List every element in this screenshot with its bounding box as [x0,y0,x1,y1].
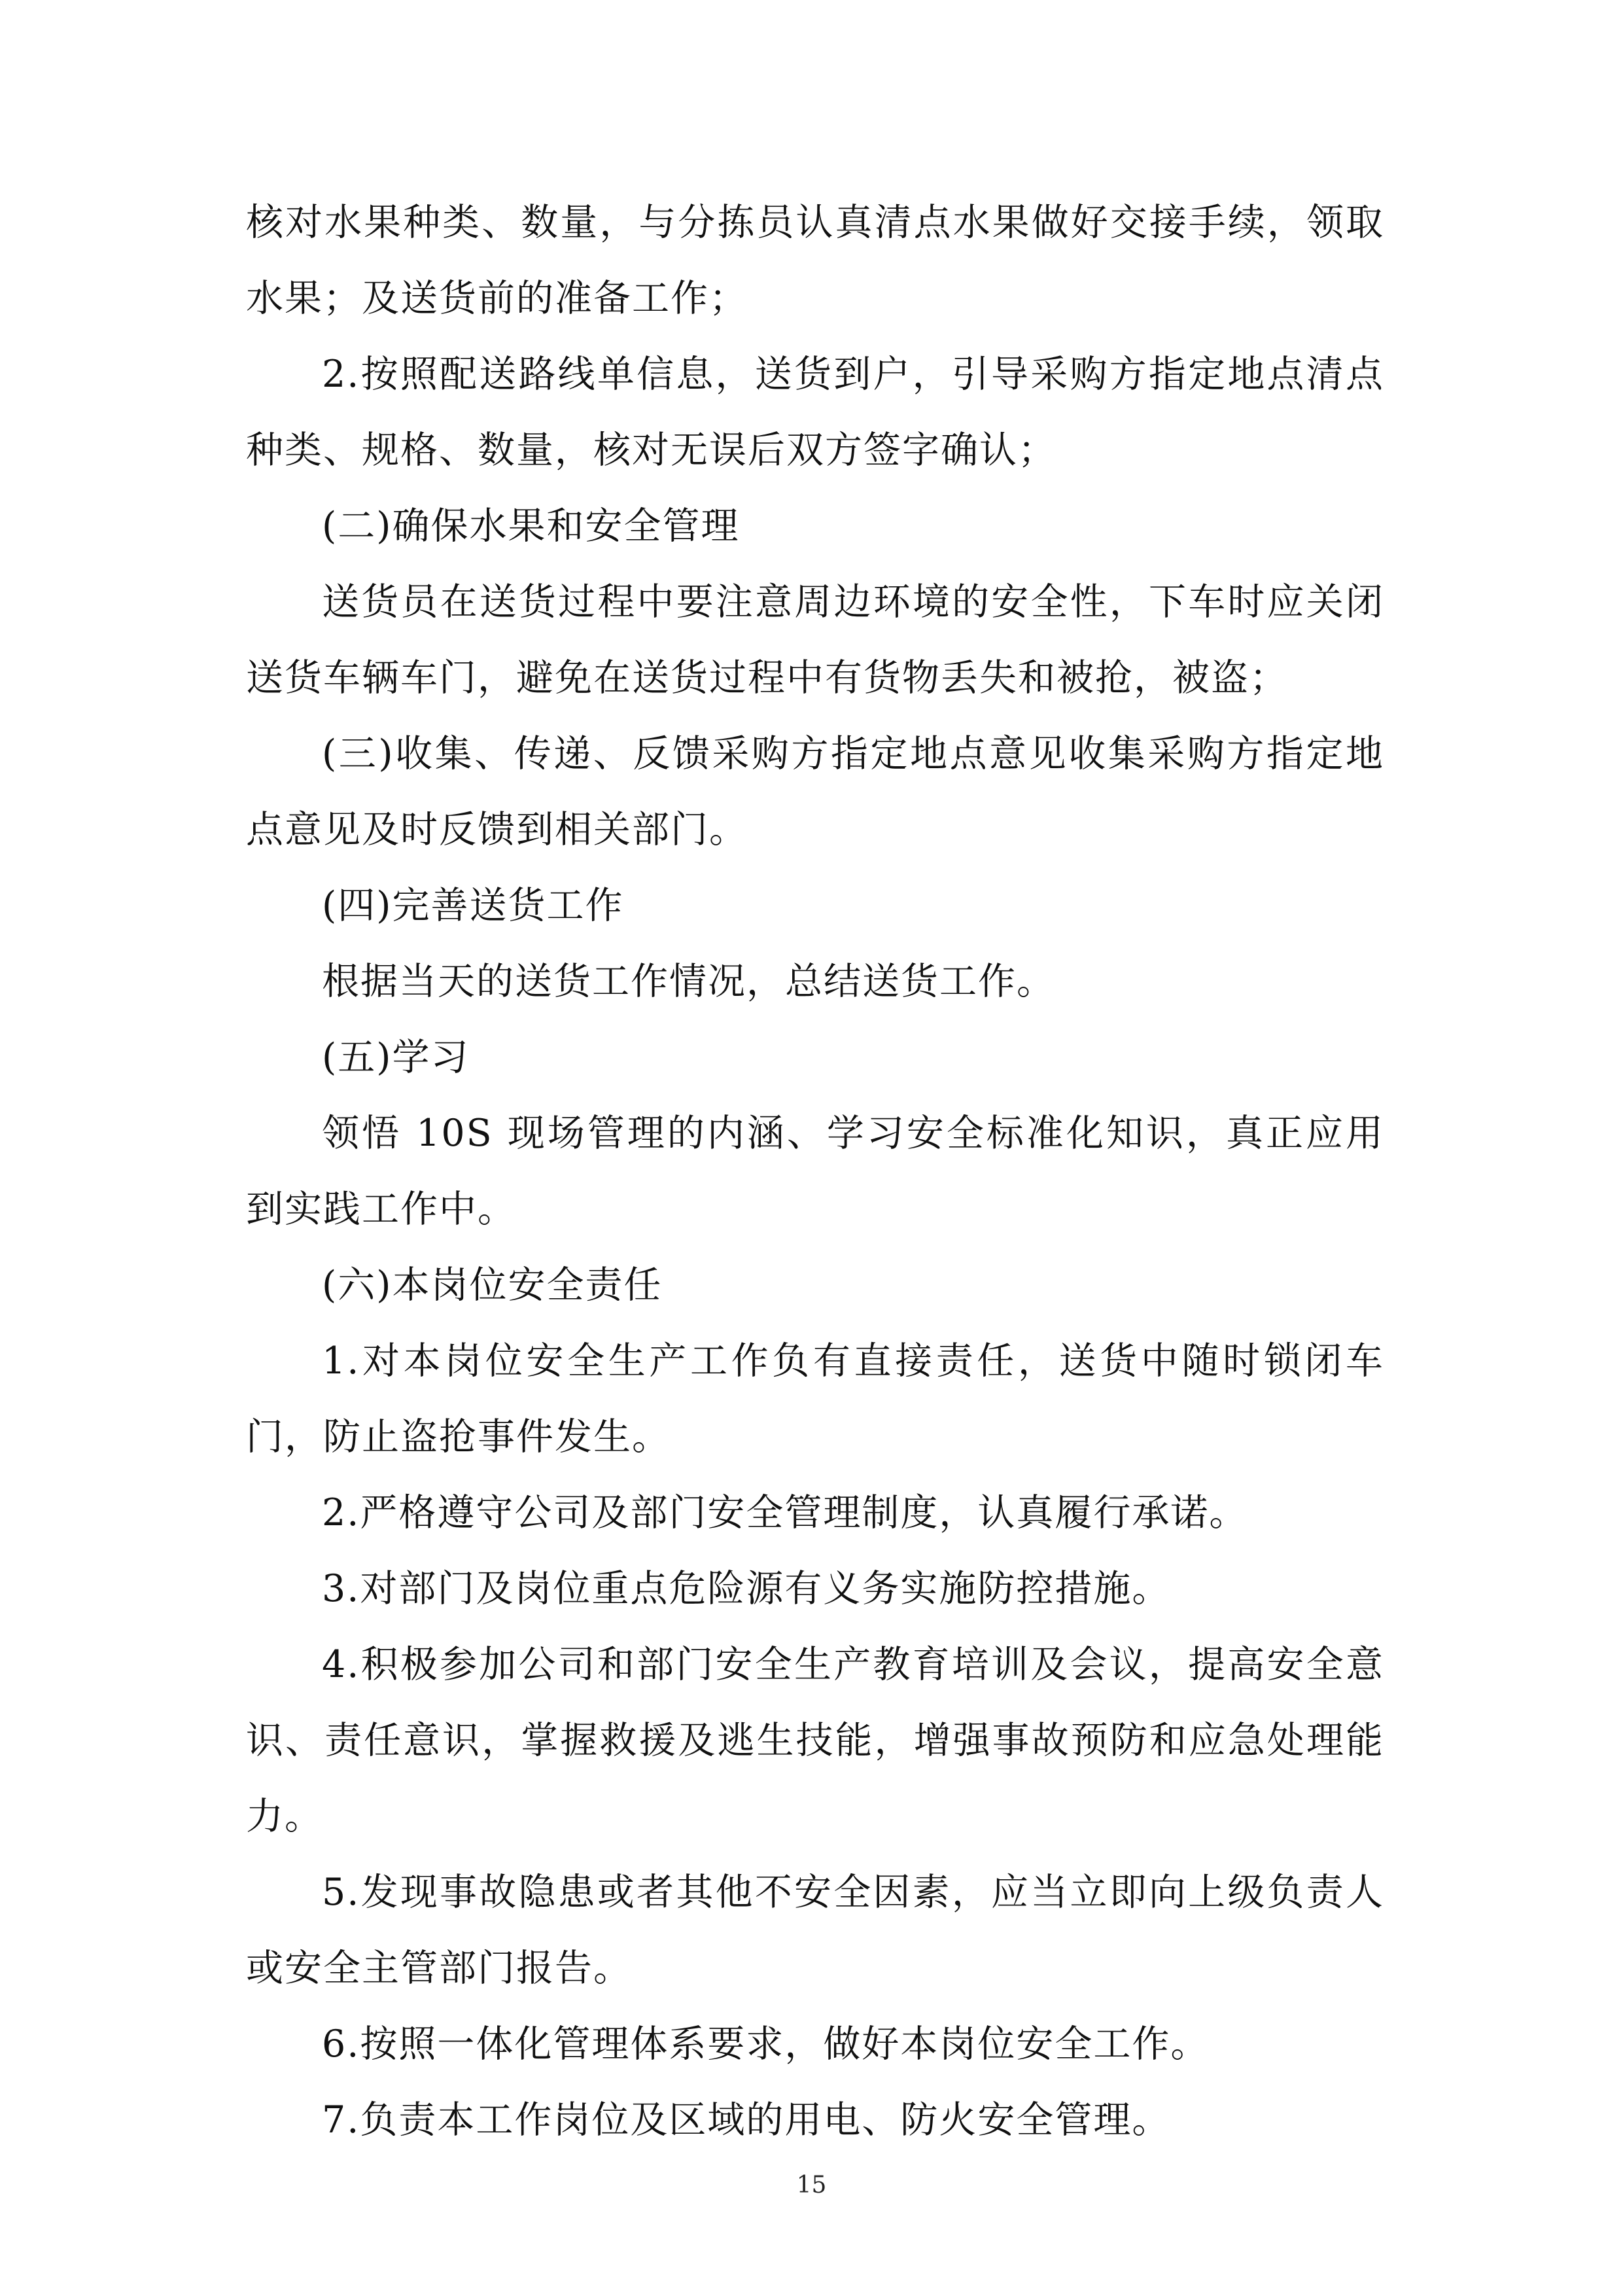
list-item: 2.严格遵守公司及部门安全管理制度，认真履行承诺。 [322,1491,1248,1534]
paragraph: 根据当天的送货工作情况，总结送货工作。 [322,960,1055,1003]
list-item: 6.按照一体化管理体系要求，做好本岗位安全工作。 [322,2022,1210,2066]
paragraph: 核对水果种类、数量，与分拣员认真清点水果做好交接手续，领取水果；及送货前的准备工作； [246,201,1384,320]
document-body [246,185,1384,2158]
list-item: 5.发现事故隐患或者其他不安全因素，应当立即向上级负责人或安全主管部门报告。 [246,1871,1384,1990]
paragraph: 2.按照配送路线单信息，送货到户，引导采购方指定地点清点种类、规格、数量，核对无误后双方签字确认； [246,353,1384,472]
section-heading: (六)本岗位安全责任 [322,1263,663,1307]
list-item: 4.积极参加公司和部门安全生产教育培训及会议，提高安全意识、责任意识，掌握救援及逃生技能，增强事故预防和应急处理能力。 [246,1643,1384,1838]
section-heading: (二)确保水果和安全管理 [322,504,740,548]
paragraph: 送货员在送货过程中要注意周边环境的安全性，下车时应关闭送货车辆车门，避免在送货过程中有货物丢失和被抢，被盗； [246,580,1384,699]
paragraph: 领悟 10S 现场管理的内涵、学习安全标准化知识，真正应用到实践工作中。 [246,1112,1384,1231]
list-item: 3.对部门及岗位重点危险源有义务实施防控措施。 [322,1567,1171,1610]
section-heading: (三)收集、传递、反馈采购方指定地点意见收集采购方指定地点意见及时反馈到相关部门。 [246,732,1384,851]
list-item: 7.负责本工作岗位及区域的用电、防火安全管理。 [322,2098,1171,2142]
list-item: 1.对本岗位安全生产工作负有直接责任，送货中随时锁闭车门，防止盗抢事件发生。 [246,1339,1384,1458]
section-heading: (五)学习 [322,1036,470,1079]
page-number: 15 [796,2172,827,2199]
section-heading: (四)完善送货工作 [322,884,624,927]
